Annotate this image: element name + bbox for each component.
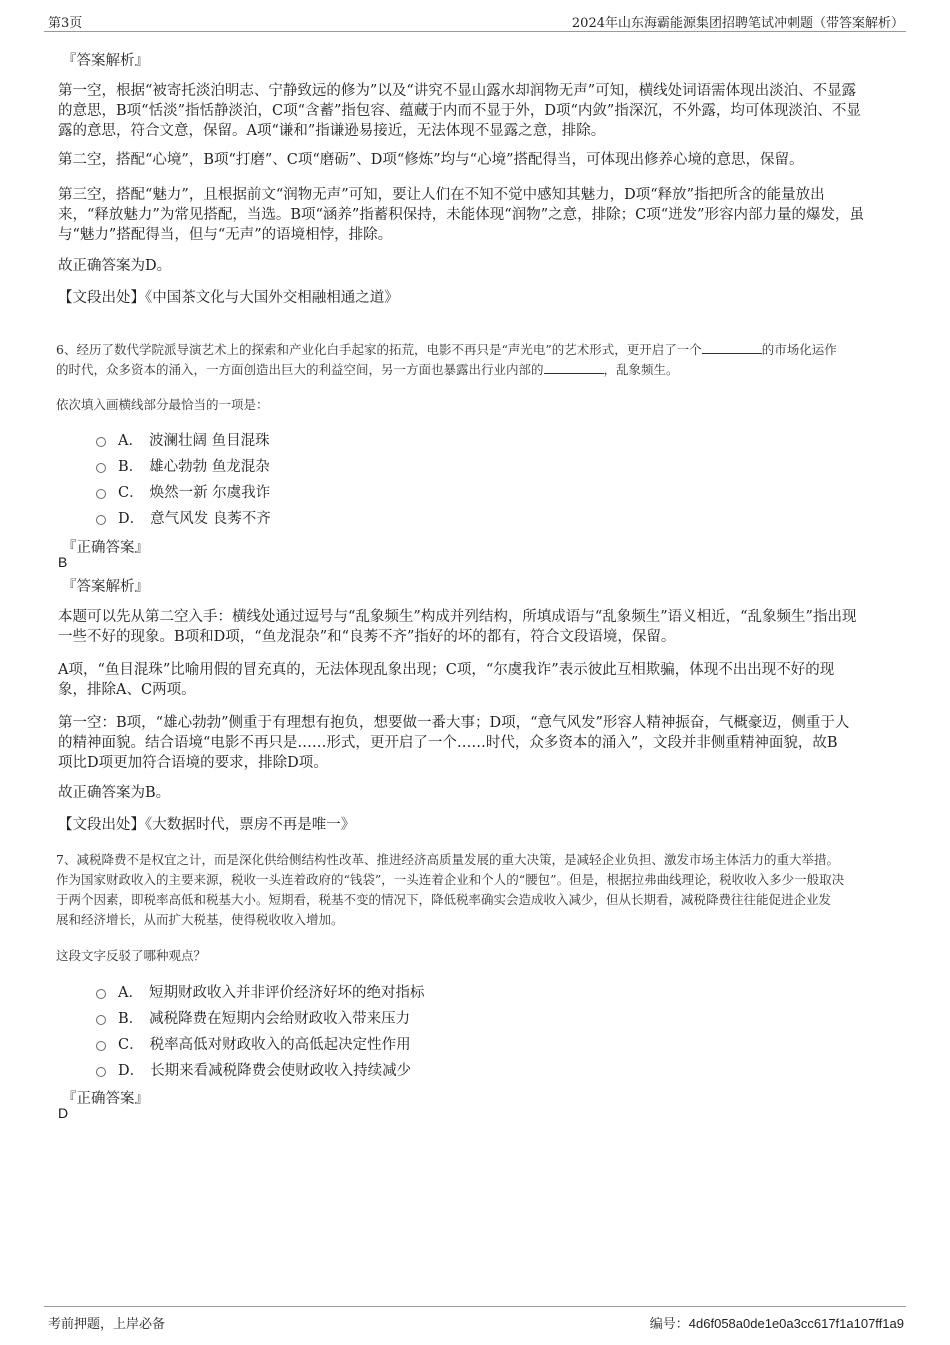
conclusion: 故正确答案为B。 (58, 785, 171, 801)
document-code: 编号：4d6f058a0de1e0a3cc617f1a107ff1a9 (649, 1316, 904, 1332)
radio-button-icon[interactable] (96, 489, 106, 499)
blank-2 (544, 361, 604, 374)
q6-option-a[interactable]: A． 波澜壮阔 鱼目混珠 (96, 429, 270, 450)
analysis-label: 『答案解析』 (62, 579, 149, 595)
correct-answer-label: 『正确答案』 (62, 540, 149, 556)
analysis-paragraph-2: A项，“鱼目混珠”比喻用假的冒充真的，无法体现乱象出现；C项，“尔虞我诈”表示彼此互相欺骗，体现不出出现不好的现 象，排除A、C两项。 (58, 662, 835, 698)
conclusion: 故正确答案为D。 (58, 258, 172, 274)
radio-button-icon[interactable] (96, 515, 106, 525)
header-divider (44, 31, 906, 32)
analysis-paragraph-3: 第三空，搭配“魅力”，且根据前文“润物无声”可知，要让人们在不知不觉中感知其魅力，D项“释放”指把所含的能量放出 来，“释放魅力”为常见搭配，当选。B项“涵养”指蓄积保持，未能体现“润物”之意，排除；C项“迸发”形容内部力量的爆发，虽 与“魅力”搭配得当，但与“无声”的语境相悖，排除。 (58, 187, 865, 243)
radio-button-icon[interactable] (96, 989, 106, 999)
source-citation: 【文段出处】《大数据时代，票房不再是唯一》 (58, 817, 356, 833)
q6-option-b[interactable]: B． 雄心勃勃 鱼龙混杂 (96, 455, 270, 476)
q7-option-b[interactable]: B． 减税降费在短期内会给财政收入带来压力 (96, 1007, 410, 1028)
radio-button-icon[interactable] (96, 1067, 106, 1077)
radio-button-icon[interactable] (96, 1015, 106, 1025)
correct-answer: D (58, 1105, 69, 1121)
analysis-paragraph-2: 第二空，搭配“心境”，B项“打磨”、C项“磨砺”、D项“修炼”均与“心境”搭配得当，可体现出修养心境的意思，保留。 (58, 152, 804, 168)
question-7-stem: 7、减税降费不是权宜之计，而是深化供给侧结构性改革、推进经济高质量发展的重大决策，是减轻企业负担、激发市场主体活力的重大举措。 作为国家财政收入的主要来源，税收一头连着政府的“钱袋”，一头连着企业和个人的“腰包”。但是，根据拉弗曲线理论，税收收入多少一般取决 于两个因素，即税率高低和税基大小。短期看，税基不变的情况下，降低税率确实会造成收入减少，但从长期看，减税降费往往能促进企业发 展和经济增长，从而扩大税基，使得税收收入增加。 (56, 852, 845, 927)
q7-option-a[interactable]: A． 短期财政收入并非评价经济好坏的绝对指标 (96, 981, 424, 1002)
page-number: 第3页 (48, 16, 83, 31)
analysis-paragraph-3: 第一空：B项，“雄心勃勃”侧重于有理想有抱负，想要做一番大事；D项，“意气风发”形容人精神振奋，气概豪迈，侧重于人 的精神面貌。结合语境“电影不再只是……形式，更开启了一个……时代，众多资本的涌入”，文段并非侧重精神面貌，故B 项比D项更加符合语境的要求，排除D项。 (58, 715, 850, 771)
radio-button-icon[interactable] (96, 1041, 106, 1051)
analysis-paragraph-1: 第一空，根据“被寄托淡泊明志、宁静致远的修为”以及“讲究不显山露水却润物无声”可知，横线处词语需体现出淡泊、不显露 的意思，B项“恬淡”指恬静淡泊，C项“含蓄”指包容、蕴藏于内而不显于外，D项“内敛”指深沉，不外露，均可体现淡泊、不显 露的意思，符合文意，保留。A项“谦和”指谦逊易接近，无法体现不显露之意，排除。 (58, 83, 861, 139)
question-6-prompt: 依次填入画横线部分最恰当的一项是： (56, 397, 269, 412)
q7-option-d[interactable]: D． 长期来看减税降费会使财政收入持续减少 (96, 1059, 411, 1080)
footer-divider (44, 1306, 906, 1307)
radio-button-icon[interactable] (96, 463, 106, 473)
q7-option-c[interactable]: C． 税率高低对财政收入的高低起决定性作用 (96, 1033, 411, 1054)
q6-option-c[interactable]: C． 焕然一新 尔虞我诈 (96, 481, 270, 502)
correct-answer: B (58, 554, 68, 570)
question-6-stem: 6、经历了数代学院派导演艺术上的探索和产业化白手起家的拓荒，电影不再只是“声光电”的艺术形式，更开启了一个 的市场化运作 的时代，众多资本的涌入，一方面创造出巨大的利益空间，另一方面也暴露出行业内部的 ，乱象频生。 (56, 342, 837, 377)
document-title: 2024年山东海霸能源集团招聘笔试冲刺题（带答案解析） (571, 16, 904, 31)
q6-option-d[interactable]: D． 意气风发 良莠不齐 (96, 507, 271, 528)
footer-slogan: 考前押题，上岸必备 (48, 1317, 166, 1332)
analysis-paragraph-1: 本题可以先从第二空入手：横线处通过逗号与“乱象频生”构成并列结构，所填成语与“乱象频生”语义相近，“乱象频生”指出现 一些不好的现象。B项和D项，“鱼龙混杂”和“良莠不齐”指好的坏的都有，符合文段语境，保留。 (58, 609, 857, 645)
analysis-label: 『答案解析』 (62, 53, 149, 69)
correct-answer-label: 『正确答案』 (62, 1091, 149, 1107)
radio-button-icon[interactable] (96, 437, 106, 447)
blank-1 (702, 341, 762, 354)
question-7-prompt: 这段文字反驳了哪种观点？ (56, 948, 207, 963)
source-citation: 【文段出处】《中国茶文化与大国外交相融相通之道》 (58, 290, 399, 306)
